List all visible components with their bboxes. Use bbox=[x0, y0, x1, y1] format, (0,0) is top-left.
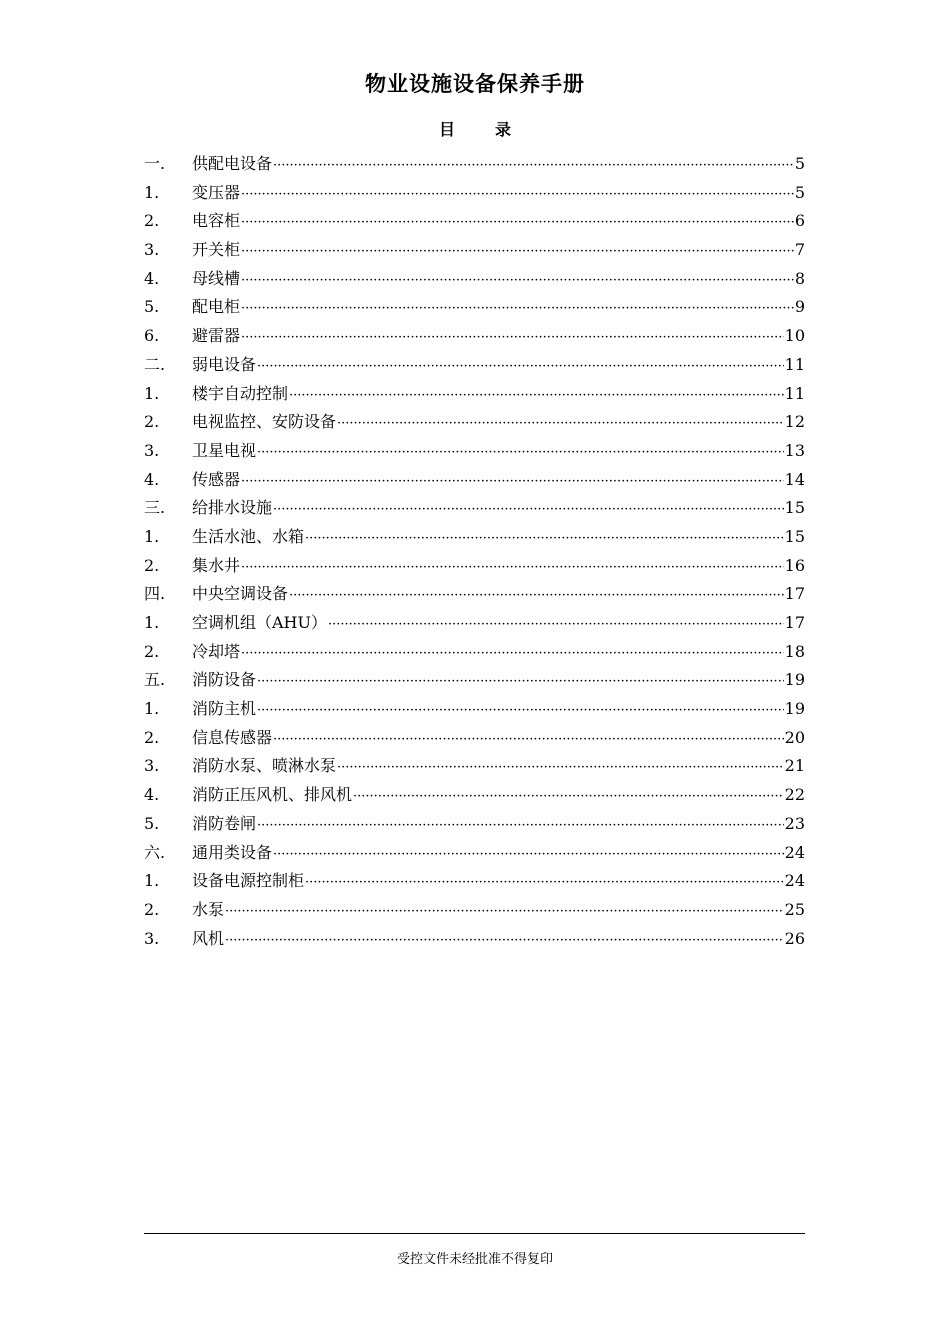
toc-entry[interactable] bbox=[144, 638, 805, 667]
toc-dot-leader bbox=[241, 295, 794, 324]
toc-entry-page: 21 bbox=[784, 756, 805, 776]
toc-entry[interactable] bbox=[144, 408, 805, 437]
toc-entry-page: 11 bbox=[784, 354, 805, 374]
toc-entry-page: 19 bbox=[784, 670, 805, 690]
toc-entry-page: 5 bbox=[794, 154, 805, 173]
toc-dot-leader bbox=[305, 869, 784, 898]
toc-entry-page: 13 bbox=[784, 440, 805, 460]
toc-entry-number: 4. bbox=[144, 785, 160, 805]
toc-dot-leader bbox=[289, 582, 784, 611]
toc-entry-page: 10 bbox=[784, 326, 805, 346]
toc-dot-leader bbox=[273, 152, 794, 181]
toc-entry-number: 四. bbox=[144, 584, 166, 604]
toc-entry-number: 2. bbox=[144, 412, 160, 432]
toc-entry[interactable] bbox=[144, 466, 805, 495]
table-of-contents bbox=[144, 150, 805, 953]
toc-entry-number: 2. bbox=[144, 727, 160, 747]
toc-entry-page: 24 bbox=[784, 842, 805, 862]
toc-entry[interactable] bbox=[144, 207, 805, 236]
toc-dot-leader bbox=[289, 382, 784, 411]
toc-entry-number: 6. bbox=[144, 326, 160, 346]
toc-entry-page: 8 bbox=[794, 268, 805, 288]
toc-entry[interactable] bbox=[144, 724, 805, 753]
toc-entry-number: 3. bbox=[144, 928, 160, 948]
toc-entry-number: 3. bbox=[144, 240, 160, 260]
toc-entry-number: 2. bbox=[144, 211, 160, 231]
toc-entry[interactable] bbox=[144, 236, 805, 265]
toc-entry-label: 通用类设备 bbox=[192, 842, 273, 862]
toc-entry[interactable] bbox=[144, 380, 805, 409]
toc-entry-page: 26 bbox=[784, 928, 805, 948]
toc-entry-number: 5. bbox=[144, 297, 160, 317]
toc-dot-leader bbox=[241, 324, 784, 353]
toc-entry-label: 楼宇自动控制 bbox=[192, 383, 289, 403]
toc-entry-page: 23 bbox=[784, 813, 805, 833]
toc-dot-leader bbox=[241, 468, 784, 497]
toc-dot-leader bbox=[241, 209, 794, 238]
toc-entry-page: 20 bbox=[784, 727, 805, 747]
toc-entry-label: 集水井 bbox=[192, 555, 241, 575]
toc-entry-label: 消防正压风机、排风机 bbox=[192, 785, 353, 805]
toc-entry[interactable] bbox=[144, 609, 805, 638]
toc-dot-leader bbox=[353, 783, 784, 812]
toc-entry-page: 24 bbox=[784, 871, 805, 891]
toc-entry-number: 1. bbox=[144, 613, 160, 632]
toc-entry-page: 17 bbox=[784, 584, 805, 604]
toc-dot-leader bbox=[241, 267, 794, 296]
toc-entry-number: 一. bbox=[144, 154, 166, 173]
toc-entry[interactable] bbox=[144, 552, 805, 581]
toc-entry-number: 3. bbox=[144, 440, 160, 460]
toc-entry-page: 11 bbox=[784, 383, 805, 403]
page-title: 物业设施设备保养手册 bbox=[365, 72, 585, 96]
toc-entry[interactable] bbox=[144, 695, 805, 724]
toc-entry-label: 传感器 bbox=[192, 469, 241, 489]
toc-entry-label: 母线槽 bbox=[192, 268, 241, 288]
toc-entry[interactable] bbox=[144, 839, 805, 868]
toc-entry-page: 5 bbox=[794, 182, 805, 202]
toc-entry-label: 给排水设施 bbox=[192, 498, 273, 518]
toc-dot-leader bbox=[328, 611, 784, 640]
toc-dot-leader bbox=[257, 439, 784, 468]
toc-entry[interactable] bbox=[144, 265, 805, 294]
toc-entry-label: 设备电源控制柜 bbox=[192, 871, 305, 891]
toc-entry-number: 1. bbox=[144, 383, 160, 403]
toc-entry-label: 水泵 bbox=[192, 899, 225, 919]
toc-entry[interactable] bbox=[144, 293, 805, 322]
toc-entry-number: 2. bbox=[144, 555, 160, 575]
toc-entry-label: 卫星电视 bbox=[192, 440, 257, 460]
toc-dot-leader bbox=[257, 668, 784, 697]
toc-entry-number: 2. bbox=[144, 899, 160, 919]
toc-entry[interactable] bbox=[144, 523, 805, 552]
toc-entry-page: 15 bbox=[784, 526, 805, 546]
toc-entry[interactable] bbox=[144, 179, 805, 208]
toc-entry-page: 12 bbox=[784, 412, 805, 432]
toc-entry[interactable] bbox=[144, 666, 805, 695]
toc-entry[interactable] bbox=[144, 150, 805, 179]
toc-entry-label: 消防卷闸 bbox=[192, 813, 257, 833]
toc-entry-page: 19 bbox=[784, 699, 805, 719]
toc-dot-leader bbox=[273, 496, 784, 525]
footer-divider bbox=[144, 1233, 805, 1234]
toc-entry-number: 4. bbox=[144, 268, 160, 288]
toc-entry-label: 配电柜 bbox=[192, 297, 241, 317]
toc-dot-leader bbox=[337, 410, 784, 439]
toc-entry-page: 14 bbox=[784, 469, 805, 489]
toc-entry-page: 22 bbox=[784, 785, 805, 805]
toc-entry-page: 25 bbox=[784, 899, 805, 919]
toc-entry-number: 2. bbox=[144, 641, 160, 661]
toc-entry-label: 生活水池、水箱 bbox=[192, 526, 305, 546]
toc-dot-leader bbox=[241, 554, 784, 583]
toc-dot-leader bbox=[257, 353, 784, 382]
toc-entry-number: 1. bbox=[144, 871, 160, 891]
toc-entry-number: 5. bbox=[144, 813, 160, 833]
toc-entry-page: 7 bbox=[794, 240, 805, 260]
toc-entry-page: 9 bbox=[794, 297, 805, 317]
toc-entry-number: 六. bbox=[144, 842, 166, 862]
toc-entry-number: 五. bbox=[144, 670, 166, 690]
toc-dot-leader bbox=[257, 812, 784, 841]
toc-entry-label: 供配电设备 bbox=[192, 154, 273, 173]
toc-entry-label: 避雷器 bbox=[192, 326, 241, 346]
toc-heading: 目录 bbox=[438, 120, 551, 139]
toc-entry-page: 18 bbox=[784, 641, 805, 661]
footer-notice: 受控文件未经批准不得复印 bbox=[396, 1252, 553, 1267]
toc-entry-number: 1. bbox=[144, 182, 160, 202]
toc-entry[interactable] bbox=[144, 781, 805, 810]
toc-entry[interactable] bbox=[144, 351, 805, 380]
toc-entry-label: 消防主机 bbox=[192, 699, 257, 719]
toc-entry-label: 信息传感器 bbox=[192, 727, 273, 747]
toc-entry-label: 变压器 bbox=[192, 182, 241, 202]
toc-dot-leader bbox=[257, 697, 784, 726]
toc-entry-label: 弱电设备 bbox=[192, 354, 257, 374]
toc-entry[interactable] bbox=[144, 322, 805, 351]
toc-entry[interactable] bbox=[144, 580, 805, 609]
toc-dot-leader bbox=[337, 754, 784, 783]
toc-entry-label: 消防设备 bbox=[192, 670, 257, 690]
toc-entry[interactable] bbox=[144, 437, 805, 466]
toc-entry[interactable] bbox=[144, 494, 805, 523]
toc-entry-label: 中央空调设备 bbox=[192, 584, 289, 604]
toc-entry-number: 三. bbox=[144, 498, 166, 518]
toc-dot-leader bbox=[225, 898, 784, 927]
toc-entry[interactable] bbox=[144, 896, 805, 925]
toc-entry-number: 4. bbox=[144, 469, 160, 489]
toc-entry-page: 17 bbox=[784, 613, 805, 632]
toc-entry-number: 1. bbox=[144, 526, 160, 546]
toc-entry[interactable] bbox=[144, 810, 805, 839]
toc-dot-leader bbox=[273, 726, 784, 755]
toc-dot-leader bbox=[241, 181, 794, 210]
toc-entry-number: 3. bbox=[144, 756, 160, 776]
toc-dot-leader bbox=[241, 238, 794, 267]
toc-entry[interactable] bbox=[144, 867, 805, 896]
toc-entry-number: 1. bbox=[144, 699, 160, 719]
toc-dot-leader bbox=[273, 841, 784, 870]
toc-entry-label: 电容柜 bbox=[192, 211, 241, 231]
toc-entry[interactable] bbox=[144, 752, 805, 781]
toc-entry-label: 风机 bbox=[192, 928, 225, 948]
toc-entry-label: 冷却塔 bbox=[192, 641, 241, 661]
toc-entry-label: 空调机组（AHU） bbox=[192, 613, 327, 632]
toc-entry-page: 15 bbox=[784, 498, 805, 518]
toc-entry-page: 16 bbox=[784, 555, 805, 575]
toc-dot-leader bbox=[241, 640, 784, 669]
toc-dot-leader bbox=[305, 525, 784, 554]
toc-entry-label: 电视监控、安防设备 bbox=[192, 412, 337, 432]
toc-entry-number: 二. bbox=[144, 354, 166, 374]
toc-entry-page: 6 bbox=[794, 211, 805, 231]
toc-entry-label: 消防水泵、喷淋水泵 bbox=[192, 756, 337, 776]
toc-entry-label: 开关柜 bbox=[192, 240, 241, 260]
toc-dot-leader bbox=[225, 927, 784, 956]
toc-entry[interactable] bbox=[144, 925, 805, 954]
